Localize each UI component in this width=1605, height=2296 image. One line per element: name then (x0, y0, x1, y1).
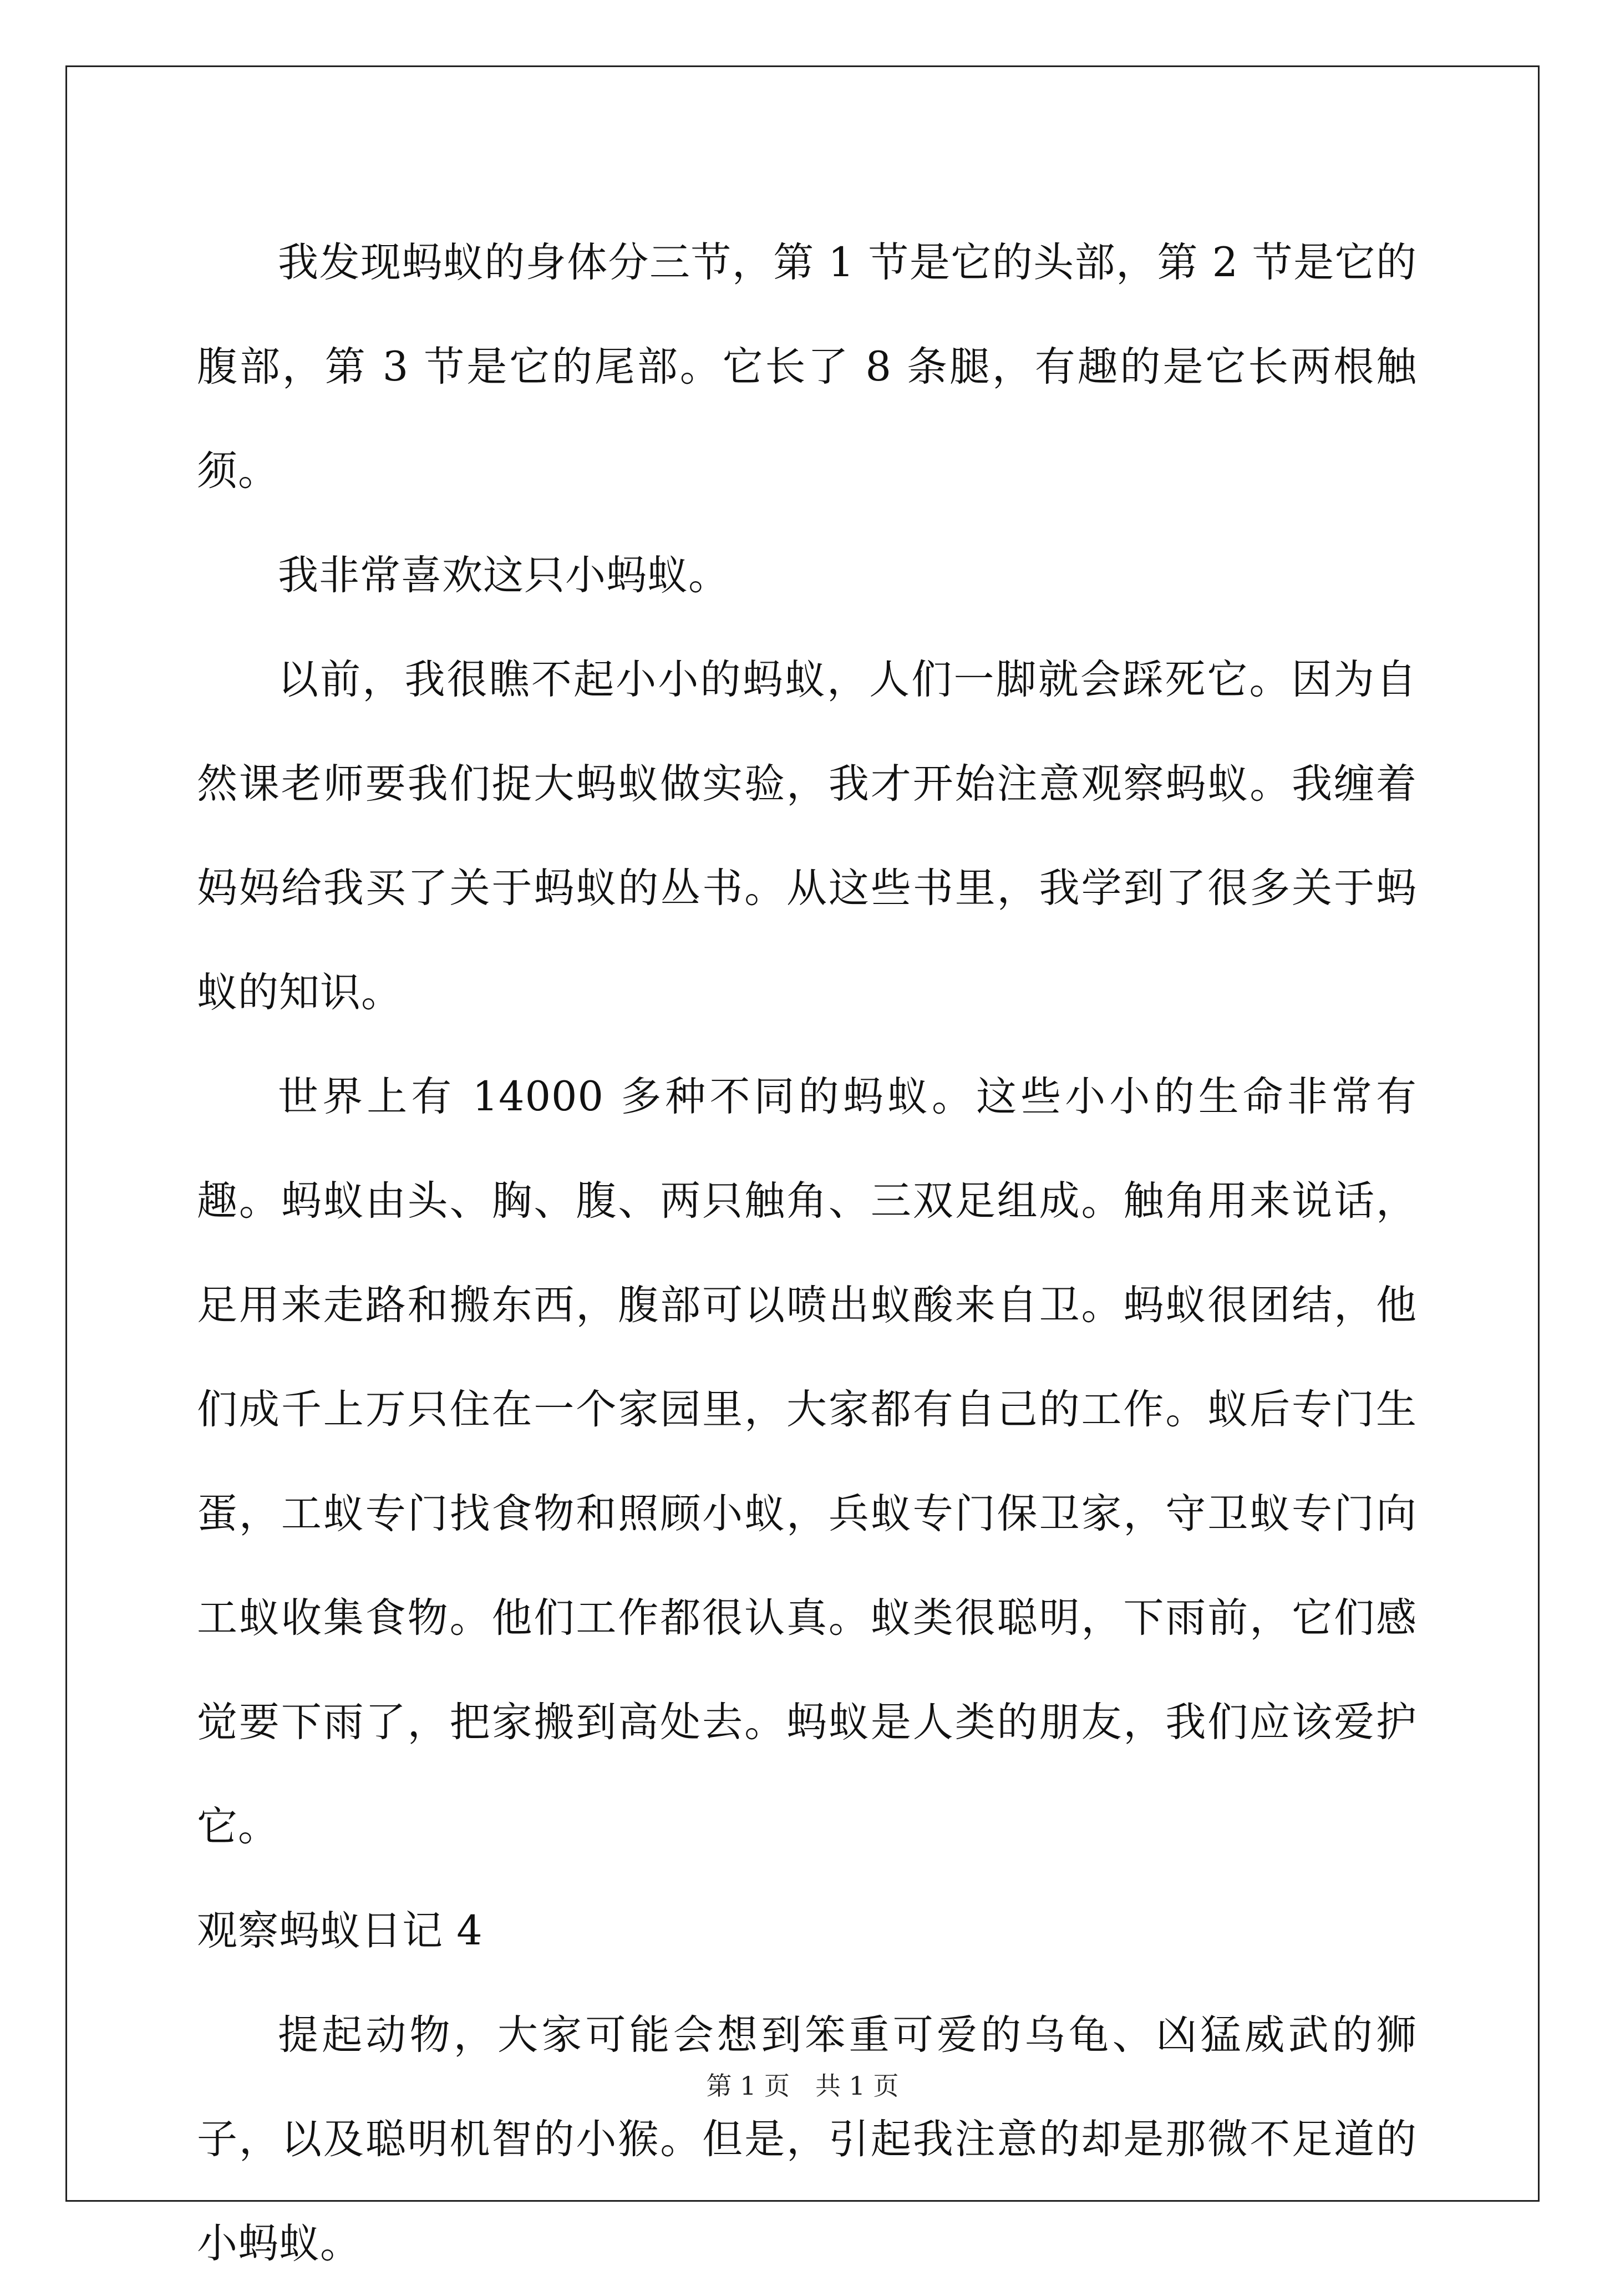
section-heading: 观察蚂蚁日记 4 (197, 1907, 483, 1954)
paragraph: 我发现蚂蚁的身体分三节，第 1 节是它的头部，第 2 节是它的腹部，第 3 节是它的尾部。它长了 8 条腿，有趣的是它长两根触须。 (197, 239, 1417, 495)
paragraph: 提起动物，大家可能会想到笨重可爱的乌龟、凶猛威武的狮子，以及聪明机智的小猴。但是，引起我注意的却是那微不足道的小蚂蚁。 (197, 2011, 1417, 2267)
paragraph: 我非常喜欢这只小蚂蚁。 (278, 552, 729, 599)
paragraph: 以前，我很瞧不起小小的蚂蚁，人们一脚就会踩死它。因为自然课老师要我们捉大蚂蚁做实验，我才开始注意观察蚂蚁。我缠着妈妈给我买了关于蚂蚁的丛书。从这些书里，我学到了很多关于蚂蚁的知识。 (197, 656, 1417, 1016)
paragraph: 世界上有 14000 多种不同的蚂蚁。这些小小的生命非常有趣。蚂蚁由头、胸、腹、两只触角、三双足组成。触角用来说话，足用来走路和搬东西，腹部可以喷出蚁酸来自卫。蚂蚁很团结，他们成千上万只住在一个家园里，大家都有自己的工作。蚁后专门生蛋，工蚁专门找食物和照顾小蚁，兵蚁专门保卫家，守卫蚁专门向工蚁收集食物。他们工作都很认真。蚁类很聪明，下雨前，它们感觉要下雨了，把家搬到高处去。蚂蚁是人类的朋友，我们应该爱护它。 (197, 1073, 1417, 1850)
page-number: 第 1 页 共 1 页 (706, 2071, 899, 2101)
document-body (197, 211, 1417, 2296)
